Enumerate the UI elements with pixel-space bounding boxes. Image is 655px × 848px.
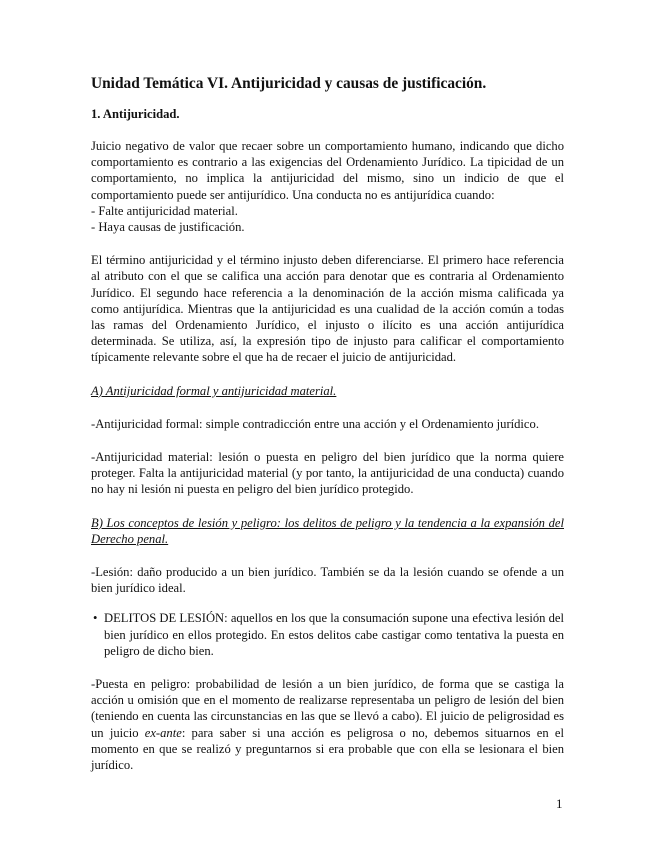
paragraph-definition: Juicio negativo de valor que recaer sobre un comportamiento humano, indicando que dicho comportamiento es contrario a las exigencias del Ordenamiento Jurídico. La tipicidad de un comportamiento, no implica la antijuricidad del mismo, sino un indicio de que el comportamiento puede ser antijurídico. Una conducta no es antijurídica cuando: [91, 139, 564, 202]
document-title: Unidad Temática VI. Antijuricidad y causas de justificación. [91, 75, 487, 92]
peligro-emphasis: ex-ante [144, 725, 182, 740]
bullet-item [91, 610, 564, 659]
section-heading-antijuricidad: 1. Antijuricidad. [91, 107, 180, 121]
bullet-icon: • [93, 611, 98, 626]
paragraph-lesion: -Lesión: daño producido a un bien jurídico. También se da la lesión cuando se ofende a un bien jurídico ideal. [91, 565, 564, 596]
peligro-text-b: : para saber si una acción es peligrosa o no, debemos situarnos en el momento en que se realizó y preguntarnos si era probable que con ella se lesionara el bien jurídico. [91, 725, 564, 773]
paragraph-injusto: El término antijuricidad y el término injusto deben diferenciarse. El primero hace referencia al atributo con el que se califica una acción para denotar que es contraria al Ordenamiento Jurídico. El segundo hace referencia a la denominación de la acción misma calificada ya como antijurídica. Mientras que la antijuricidad es una cualidad de la acción común a todas las ramas del Ordenamiento Jurídico, el injusto o ilícito es una acción antijurídica determinada. Se utiliza, así, la expresión tipo de injusto para calificar el comportamiento típicamente relevante sobre el que ha de recaer el juicio de antijuricidad. [91, 253, 564, 365]
document-body [91, 74, 564, 773]
paragraph-formal: -Antijuricidad formal: simple contradicción entre una acción y el Ordenamiento jurídico. [91, 416, 539, 431]
page-number: 1 [556, 796, 563, 811]
subheading-lesion-peligro: B) Los conceptos de lesión y peligro: los delitos de peligro y la tendencia a la expansión del Derecho penal. [91, 515, 564, 546]
list-item-falte: - Falte antijuricidad material. [91, 203, 238, 218]
paragraph-puesta-peligro [91, 676, 564, 773]
paragraph-material: -Antijuricidad material: lesión o puesta en peligro del bien jurídico que la norma quiere proteger. Falta la antijuricidad material (y por tanto, la antijuricidad de una conducta) cuando no hay ni lesión ni puesta en peligro del bien jurídico protegido. [91, 450, 564, 497]
list-item-causas: - Haya causas de justificación. [91, 220, 245, 235]
peligro-text-a: -Puesta en peligro: probabilidad de lesión a un bien jurídico, de forma que se castiga la acción u omisión que en el momento de realizarse representaba un peligro de lesión del bien (teniendo en cuenta las circunstancias en las que se llevó a cabo). El juicio de peligrosidad es un juicio [91, 677, 564, 740]
subheading-formal-material: A) Antijuricidad formal y antijuricidad material. [91, 383, 337, 398]
bullet-delitos-lesion: DELITOS DE LESIÓN: aquellos en los que la consumación supone una efectiva lesión del bien jurídico en ellos protegido. En estos delitos cabe castigar como tentativa la puesta en peligro de dicho bien. [104, 611, 564, 658]
